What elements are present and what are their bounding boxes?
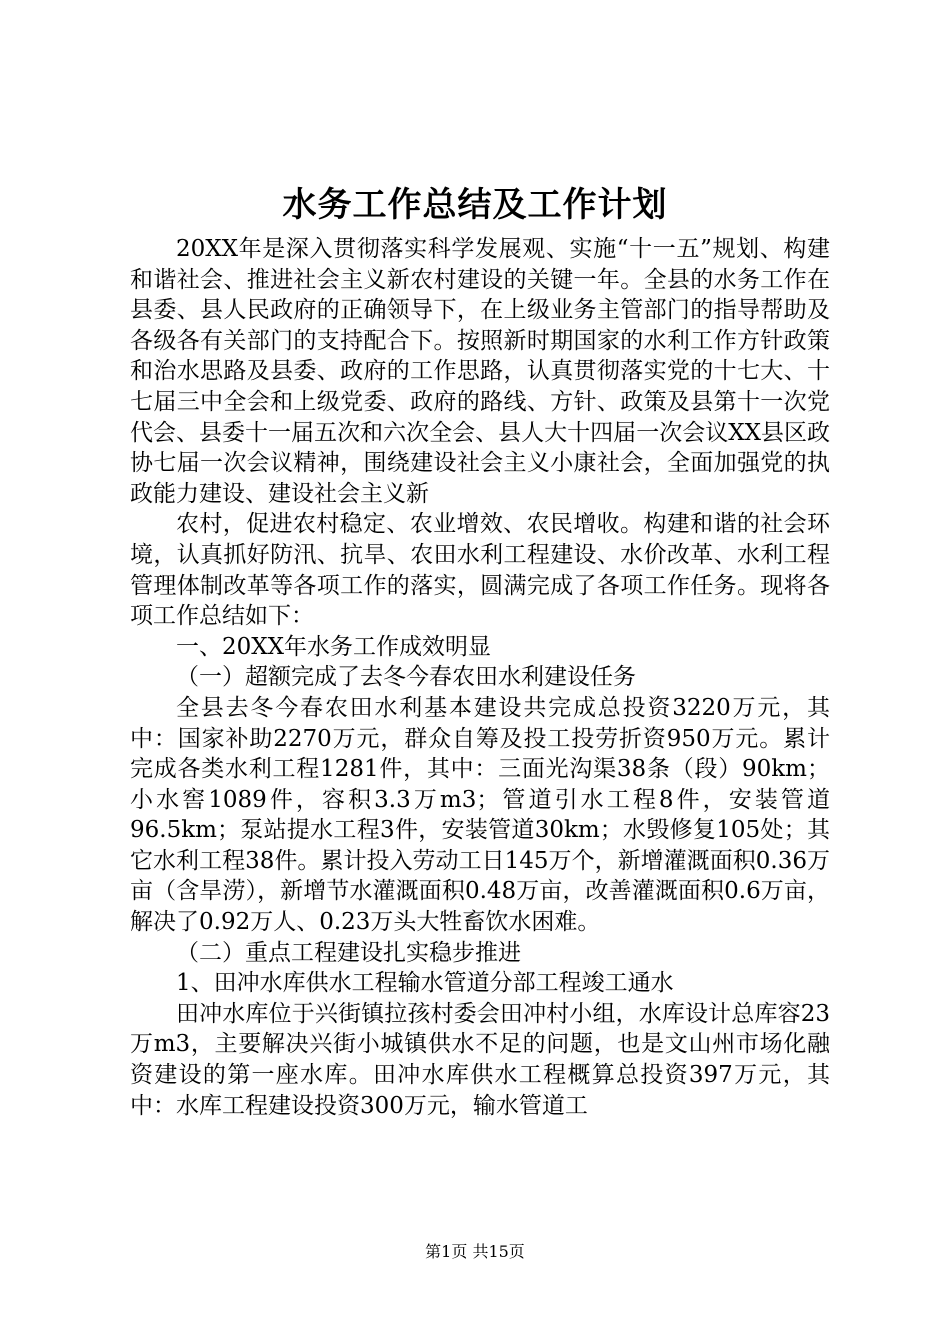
paragraph-intro-continued: 农村，促进农村稳定、农业增效、农民增收。构建和谐的社会环境，认真抓好防汛、抗旱、农田水利工程建设、水价改革、水利工程管理体制改革等各项工作的落实，圆满完成了各项工作任务。现将各项工作总结如下： — [130, 511, 830, 630]
page-number-footer: 第1页 共15页 — [425, 1242, 525, 1261]
subsection-heading-2: （二）重点工程建设扎实稳步推进 — [176, 939, 521, 966]
section-heading-1: 一、20XX年水务工作成效明显 — [176, 633, 492, 660]
subsection-heading-1: （一）超额完成了去冬今春农田水利建设任务 — [176, 664, 636, 691]
document-body — [130, 234, 830, 1121]
paragraph-intro: 20XX年是深入贯彻落实科学发展观、实施“十一五”规划、构建和谐社会、推进社会主义新农村建设的关键一年。全县的水务工作在县委、县人民政府的正确领导下，在上级业务主管部门的指导帮助及各级各有关部门的支持配合下。按照新时期国家的水利工作方针政策和治水思路及县委、政府的工作思路，认真贯彻落实党的十七大、十七届三中全会和上级党委、政府的路线、方针、政策及县第十一次党代会、县委十一届五次和六次全会、县人大十四届一次会议XX县区政协七届一次会议精神，围绕建设社会主义小康社会，全面加强党的执政能力建设、建设社会主义新 — [130, 236, 830, 507]
item-heading-1: 1、田冲水库供水工程输水管道分部工程竣工通水 — [176, 970, 674, 997]
paragraph-farmland-investment: 全县去冬今春农田水利基本建设共完成总投资3220万元，其中：国家补助2270万元，群众自筹及投工投劳折资950万元。累计完成各类水利工程1281件，其中：三面光沟渠38条（段）90km；小水窖1089件，容积3.3万m3；管道引水工程8件，安装管道96.5km；泵站提水工程3件，安装管道30km；水毁修复105处；其它水利工程38件。累计投入劳动工日145万个，新增灌溉面积0.36万亩（含旱涝），新增节水灌溉面积0.48万亩，改善灌溉面积0.6万亩，解决了0.92万人、0.23万头大牲畜饮水困难。 — [130, 694, 830, 936]
paragraph-tianchong-reservoir: 田冲水库位于兴街镇拉孩村委会田冲村小组，水库设计总库容23万m3，主要解决兴街小城镇供水不足的问题，也是文山州市场化融资建设的第一座水库。田冲水库供水工程概算总投资397万元，其中：水库工程建设投资300万元，输水管道工 — [130, 1000, 830, 1119]
document-title: 水务工作总结及工作计划 — [282, 185, 668, 225]
